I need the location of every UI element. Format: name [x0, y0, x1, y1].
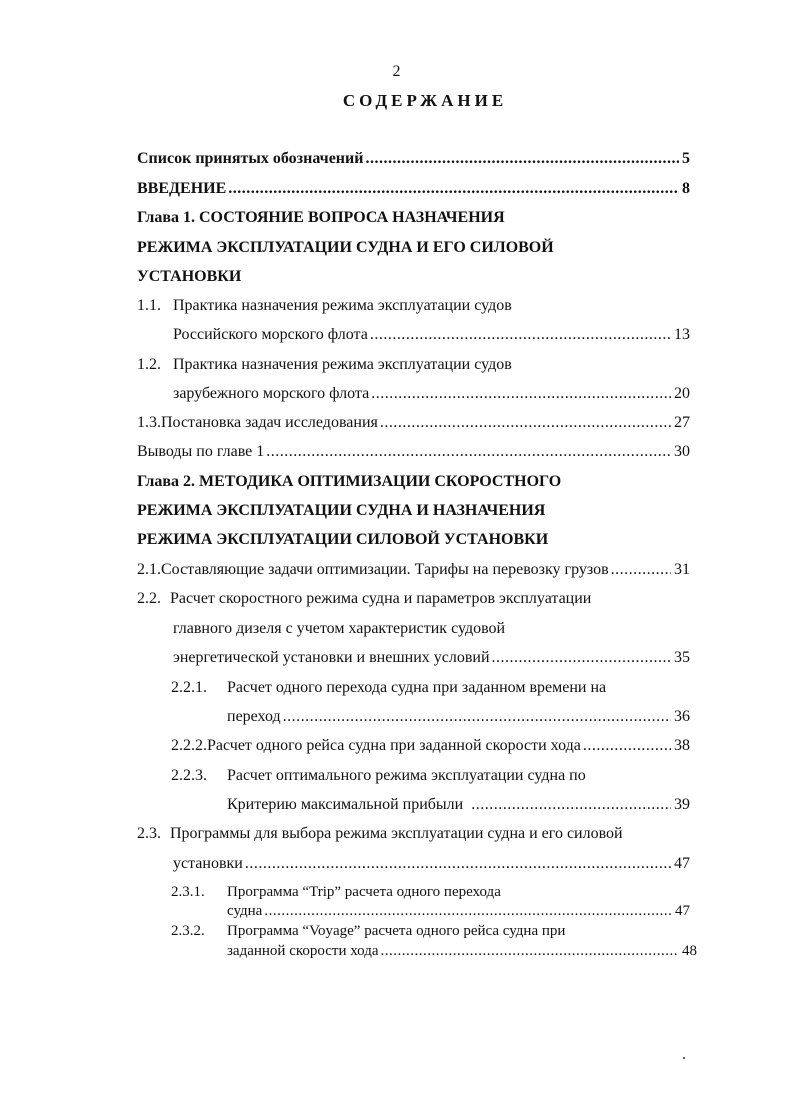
toc-section-1-2-cont[interactable]: зарубежного морского флота ..... 20	[173, 382, 690, 406]
toc-subsection-2-2-3[interactable]: 2.2.3. Расчет оптимального режима эксплуатации судна по	[171, 764, 586, 788]
toc-subsection-2-2-2[interactable]: 2.2.2. Расчет одного рейса судна при заданной скорости хода ..... 38	[171, 734, 690, 758]
toc-section-2-3[interactable]: 2.3. Программы для выбора режима эксплуатации судна и его силовой	[137, 822, 623, 846]
toc-entry-conclusions-1[interactable]: Выводы по главе 1 ..... 30	[137, 440, 690, 464]
toc-section-1-2[interactable]: 1.2. Практика назначения режима эксплуатации судов	[137, 353, 512, 377]
toc-section-2-1[interactable]: 2.1. Составляющие задачи оптимизации. Тарифы на перевозку грузов ..... 31	[137, 558, 690, 582]
toc-chapter-1-line-3[interactable]: УСТАНОВКИ	[137, 268, 242, 285]
toc-page-number: 13	[674, 326, 690, 343]
toc-section-number: 1.1.	[137, 297, 161, 314]
toc-subsection-2-2-3-cont[interactable]: Критерию максимальной прибыли ..... 39	[227, 793, 690, 817]
toc-subsection-2-2-1[interactable]: 2.2.1. Расчет одного перехода судна при заданном времени на	[171, 676, 606, 700]
toc-subsection-2-3-1-cont[interactable]: судна ..... 47	[227, 902, 690, 920]
toc-page-number: 31	[674, 561, 690, 578]
toc-page-number: 48	[682, 943, 697, 959]
toc-chapter-2-line-3[interactable]: РЕЖИМА ЭКСПЛУАТАЦИИ СИЛОВОЙ УСТАНОВКИ	[137, 531, 549, 548]
toc-page-number: 30	[674, 443, 690, 460]
toc-chapter-2-line-2[interactable]: РЕЖИМА ЭКСПЛУАТАЦИИ СУДНА И НАЗНАЧЕНИЯ	[137, 502, 546, 519]
scan-speck	[683, 1057, 685, 1059]
toc-page-number: 47	[674, 855, 690, 872]
toc-leader-dots	[264, 902, 672, 920]
toc-subsection-2-2-1-cont[interactable]: переход ..... 36	[227, 705, 690, 729]
toc-section-2-2-cont-1[interactable]: главного дизеля с учетом характеристик судовой	[173, 620, 506, 637]
toc-section-1-3[interactable]: 1.3. Постановка задач исследования ..... 27	[137, 411, 690, 435]
toc-entry-notation[interactable]	[137, 147, 690, 171]
toc-section-2-2[interactable]: 2.2. Расчет скоростного режима судна и параметров эксплуатации	[137, 587, 591, 611]
toc-section-number: 2.3.1.	[171, 884, 205, 900]
toc-section-number: 2.3.	[137, 825, 161, 842]
toc-section-2-3-cont[interactable]: установки ..... 47	[173, 852, 690, 876]
toc-section-2-2-cont-2[interactable]: энергетической установки и внешних условий ..... 35	[173, 646, 690, 670]
page-title: СОДЕРЖАНИЕ	[342, 91, 508, 110]
toc-page-number: 20	[674, 385, 690, 402]
toc-leader-dots	[492, 646, 671, 670]
toc-leader-dots	[583, 734, 671, 758]
toc-section-1-1[interactable]: 1.1. Практика назначения режима эксплуатации судов	[137, 294, 512, 318]
toc-entry-introduction[interactable]	[137, 177, 690, 201]
toc-subsection-2-3-1[interactable]: 2.3.1. Программа “Trip” расчета одного перехода	[171, 884, 501, 900]
toc-entry-text: ВВЕДЕНИЕ	[137, 180, 227, 197]
toc-leader-dots	[365, 147, 679, 171]
toc-subsection-2-3-2-cont[interactable]: заданной скорости хода ..... 48	[227, 942, 697, 960]
toc-leader-dots	[471, 793, 671, 817]
toc-entry-text: Список принятых обозначений	[137, 150, 364, 167]
toc-section-number: 1.3.	[137, 414, 161, 431]
toc-leader-dots	[283, 705, 671, 729]
toc-leader-dots	[370, 323, 671, 347]
toc-leader-dots	[371, 382, 671, 406]
toc-leader-dots	[611, 558, 671, 582]
toc-section-number: 2.2.3.	[171, 767, 207, 784]
toc-page-number: 47	[675, 903, 690, 919]
toc-chapter-1-line-1[interactable]: Глава 1. СОСТОЯНИЕ ВОПРОСА НАЗНАЧЕНИЯ	[137, 209, 505, 226]
toc-leader-dots	[380, 411, 671, 435]
toc-section-number: 2.1.	[137, 561, 161, 578]
toc-page-number: 8	[682, 180, 690, 197]
toc-section-number: 1.2.	[137, 356, 161, 373]
toc-chapter-2-line-1[interactable]: Глава 2. МЕТОДИКА ОПТИМИЗАЦИИ СКОРОСТНОГО	[137, 473, 562, 490]
toc-subsection-2-3-2[interactable]: 2.3.2. Программа “Voyage” расчета одного рейса судна при	[171, 923, 566, 939]
page-number: 2	[392, 63, 401, 80]
toc-page-number: 38	[674, 737, 690, 754]
toc-page-number: 36	[674, 708, 690, 725]
toc-page-number: 39	[674, 796, 690, 813]
toc-section-number: 2.2.2.	[171, 737, 207, 754]
toc-section-1-1-cont[interactable]: Российского морского флота ..... 13	[173, 323, 690, 347]
toc-leader-dots	[245, 852, 671, 876]
toc-chapter-1-line-2[interactable]: РЕЖИМА ЭКСПЛУАТАЦИИ СУДНА И ЕГО СИЛОВОЙ	[137, 239, 554, 256]
toc-page-number: 35	[674, 649, 690, 666]
toc-section-number: 2.2.1.	[171, 679, 207, 696]
toc-section-number: 2.3.2.	[171, 923, 205, 939]
toc-section-number: 2.2.	[137, 590, 161, 607]
toc-leader-dots	[266, 440, 671, 464]
toc-leader-dots	[228, 177, 679, 201]
toc-page-number: 27	[674, 414, 690, 431]
toc-page-number: 5	[682, 150, 690, 167]
toc-leader-dots	[381, 942, 679, 960]
